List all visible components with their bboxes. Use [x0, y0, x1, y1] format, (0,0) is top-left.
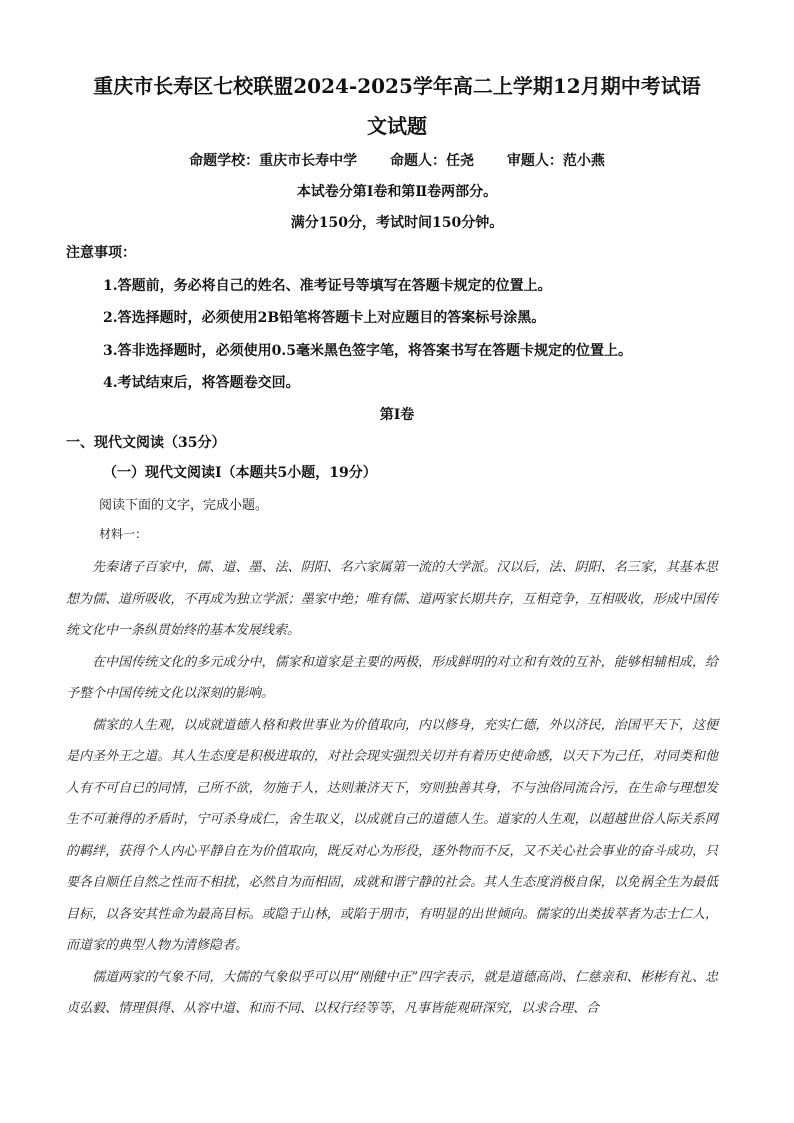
- passage-paragraph: 儒道两家的气象不同，大儒的气象似乎可以用“刚健中正”四字表示，就是道德高尚、仁慈亲和、彬彬有礼、忠贞弘毅、情理俱得、从容中道、和而不同、以权行经等等，凡事皆能观研深究，以求合理、合: [66, 969, 718, 1016]
- school-label: 命题学校：重庆市长寿中学: [189, 153, 358, 169]
- paper-structure: 本试卷分第Ⅰ卷和第Ⅱ卷两部分。: [296, 184, 498, 200]
- notice-item: 3.答非选择题时，必须使用0.5毫米黑色签字笔，将答案书写在答题卡规定的位置上。: [103, 343, 632, 359]
- section-heading: 一、现代文阅读（35分）: [66, 435, 226, 451]
- reading-passage: [66, 552, 718, 1025]
- notice-item: 1.答题前，务必将自己的姓名、准考证号等填写在答题卡规定的位置上。: [103, 278, 552, 294]
- material-label: 材料一：: [99, 527, 148, 541]
- notice-heading: 注意事项：: [66, 245, 136, 261]
- reviewer-label: 审题人：范小燕: [506, 153, 605, 169]
- exam-title-line2: 文试题: [367, 114, 427, 138]
- subsection-heading: （一）现代文阅读Ⅰ（本题共5小题，19分）: [103, 465, 377, 481]
- exam-title-line1: 重庆市长寿区七校联盟2024-2025学年高二上学期12月期中考试语: [93, 74, 701, 98]
- reading-instruction: 阅读下面的文字，完成小题。: [99, 498, 269, 513]
- setter-info: [60, 150, 734, 170]
- setter-label: 命题人：任尧: [390, 153, 474, 169]
- notice-item: 4.考试结束后，将答题卷交回。: [103, 375, 300, 391]
- volume-heading: 第Ⅰ卷: [379, 407, 415, 423]
- passage-paragraph: 在中国传统文化的多元成分中，儒家和道家是主要的两极，形成鲜明的对立和有效的互补，能够相辅相成，给予整个中国传统文化以深刻的影响。: [66, 654, 718, 701]
- notice-item: 2.答选择题时，必须使用2B铅笔将答题卡上对应题目的答案标号涂黑。: [103, 310, 546, 326]
- passage-paragraph: 先秦诸子百家中，儒、道、墨、法、阴阳、名六家属第一流的大学派。汉以后，法、阴阳、名三家，其基本思想为儒、道所吸收，不再成为独立学派；墨家中绝；唯有儒、道两家长期共存，互相竞争，互相吸收，形成中国传统文化中一条纵贯始终的基本发展线索。: [66, 560, 718, 638]
- score-and-time: 满分150分，考试时间150分钟。: [290, 215, 504, 231]
- passage-paragraph: 儒家的人生观，以成就道德人格和救世事业为价值取向，内以修身，充实仁德，外以济民，治国平天下，这便是内圣外王之道。其人生态度是积极进取的，对社会现实强烈关切并有着历史使命感，以天下为己任，对同类和他人有不可自已的同情，己所不欲，勿施于人，达则兼济天下，穷则独善其身，不与浊俗同流合污，在生命与理想发生不可兼得的矛盾时，宁可杀身成仁，舍生取义，以成就自己的道德人生。道家的人生观，以超越世俗人际关系网的羁绊，获得个人内心平静自在为价值取向，既反对心为形役，逐外物而不反，又不关心社会事业的奋斗成功，只要各自顺任自然之性而不相扰，必然自为而相固，成就和谐宁静的社会。其人生态度消极自保，以免祸全生为最低目标，以各安其性命为最高目标。或隐于山林，或陷于朋市，有明显的出世倾向。儒家的出类拔萃者为志士仁人，而道家的典型人物为清修隐者。: [66, 717, 718, 953]
